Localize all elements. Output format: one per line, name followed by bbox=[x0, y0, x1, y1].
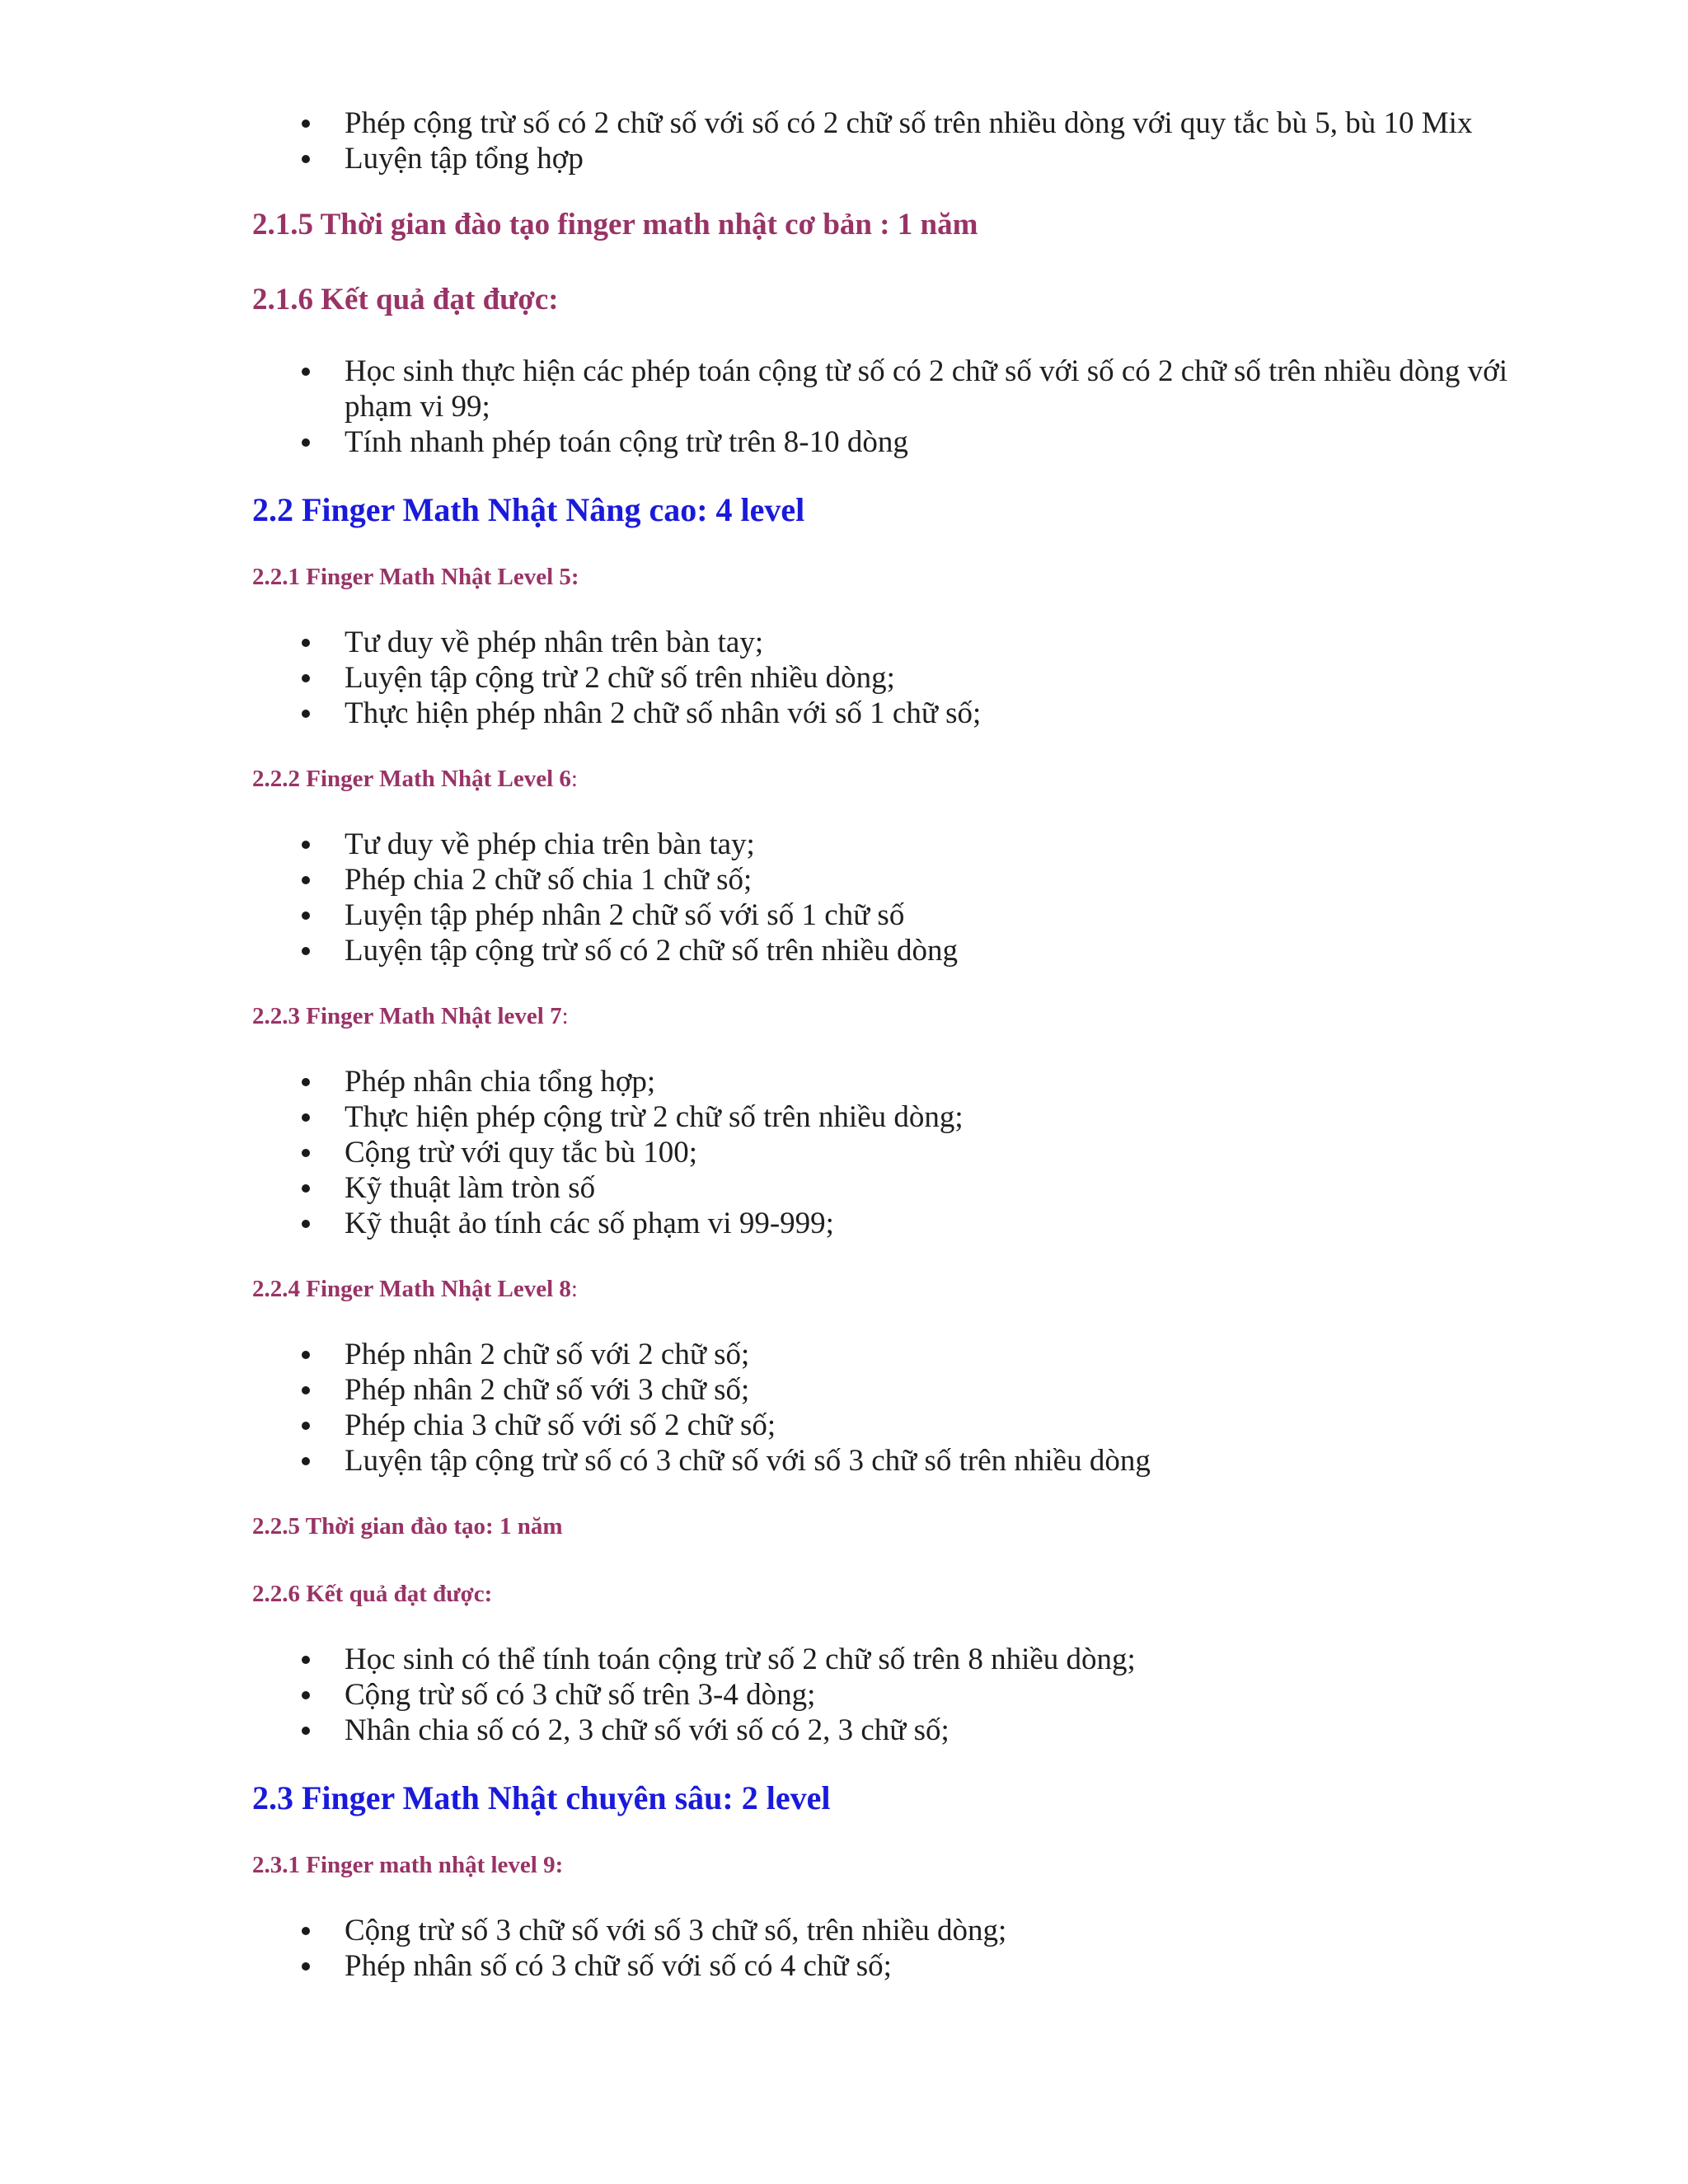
heading-colon: : bbox=[570, 766, 578, 792]
list-item: Luyện tập tổng hợp bbox=[252, 141, 1538, 176]
list-item: Cộng trừ với quy tắc bù 100; bbox=[252, 1135, 1538, 1170]
list-item: Thực hiện phép nhân 2 chữ số nhân với số 1 chữ số; bbox=[252, 696, 1538, 731]
list-item: Phép nhân số có 3 chữ số với số có 4 chữ số; bbox=[252, 1948, 1538, 1984]
heading-2-3: 2.3 Finger Math Nhật chuyên sâu: 2 level bbox=[252, 1779, 831, 1816]
list-item: Tư duy về phép chia trên bàn tay; bbox=[252, 827, 1538, 862]
list-2-3-1 bbox=[252, 1913, 1538, 1984]
list-item: Nhân chia số có 2, 3 chữ số với số có 2, 3 chữ số; bbox=[252, 1713, 1538, 1748]
heading-2-3-1: 2.3.1 Finger math nhật level 9: bbox=[252, 1852, 564, 1878]
heading-2-2-4 bbox=[252, 1274, 1538, 1304]
list-item: Học sinh thực hiện các phép toán cộng từ số có 2 chữ số với số có 2 chữ số trên nhiều dòng với phạm vi 99; bbox=[252, 354, 1538, 424]
heading-2-2-4-text: 2.2.4 Finger Math Nhật Level 8 bbox=[252, 1276, 571, 1302]
list-item: Tính nhanh phép toán cộng trừ trên 8-10 dòng bbox=[252, 424, 1538, 460]
list-item: Cộng trừ số 3 chữ số với số 3 chữ số, trên nhiều dòng; bbox=[252, 1913, 1538, 1948]
list-2-2-1 bbox=[252, 625, 1538, 731]
heading-2-2: 2.2 Finger Math Nhật Nâng cao: 4 level bbox=[252, 491, 805, 528]
list-item: Luyện tập phép nhân 2 chữ số với số 1 chữ số bbox=[252, 898, 1538, 933]
list-item: Luyện tập cộng trừ số có 3 chữ số với số 3 chữ số trên nhiều dòng bbox=[252, 1443, 1538, 1479]
list-top bbox=[252, 105, 1538, 176]
list-item: Thực hiện phép cộng trừ 2 chữ số trên nhiều dòng; bbox=[252, 1099, 1538, 1135]
document-content bbox=[252, 105, 1538, 1984]
heading-2-2-5: 2.2.5 Thời gian đào tạo: 1 năm bbox=[252, 1513, 563, 1540]
heading-colon: : bbox=[570, 1276, 578, 1302]
heading-colon: : bbox=[561, 1003, 569, 1029]
list-item: Phép chia 2 chữ số chia 1 chữ số; bbox=[252, 862, 1538, 898]
list-2-2-3 bbox=[252, 1064, 1538, 1241]
heading-2-2-3 bbox=[252, 1001, 1538, 1031]
heading-2-1-6: 2.1.6 Kết quả đạt được: bbox=[252, 283, 559, 316]
heading-2-1-5: 2.1.5 Thời gian đào tạo finger math nhật cơ bản : 1 năm bbox=[252, 208, 978, 241]
heading-2-2-2-text: 2.2.2 Finger Math Nhật Level 6 bbox=[252, 766, 571, 792]
heading-2-2-1: 2.2.1 Finger Math Nhật Level 5: bbox=[252, 564, 579, 590]
list-item: Cộng trừ số có 3 chữ số trên 3-4 dòng; bbox=[252, 1677, 1538, 1713]
list-item: Phép nhân chia tổng hợp; bbox=[252, 1064, 1538, 1099]
list-item: Kỹ thuật ảo tính các số phạm vi 99-999; bbox=[252, 1206, 1538, 1241]
list-item: Phép nhân 2 chữ số với 3 chữ số; bbox=[252, 1372, 1538, 1408]
list-item: Tư duy về phép nhân trên bàn tay; bbox=[252, 625, 1538, 660]
list-item: Phép cộng trừ số có 2 chữ số với số có 2 chữ số trên nhiều dòng với quy tắc bù 5, bù 10 Mix bbox=[252, 105, 1538, 141]
list-2-2-4 bbox=[252, 1337, 1538, 1479]
list-item: Kỹ thuật làm tròn số bbox=[252, 1170, 1538, 1206]
list-item: Luyện tập cộng trừ số có 2 chữ số trên nhiều dòng bbox=[252, 933, 1538, 968]
list-item: Học sinh có thể tính toán cộng trừ số 2 chữ số trên 8 nhiều dòng; bbox=[252, 1642, 1538, 1677]
list-item: Phép chia 3 chữ số với số 2 chữ số; bbox=[252, 1408, 1538, 1443]
list-2-1-6 bbox=[252, 354, 1538, 460]
list-item: Phép nhân 2 chữ số với 2 chữ số; bbox=[252, 1337, 1538, 1372]
heading-2-2-2 bbox=[252, 764, 1538, 794]
list-item: Luyện tập cộng trừ 2 chữ số trên nhiều dòng; bbox=[252, 660, 1538, 696]
heading-2-2-6: 2.2.6 Kết quả đạt được: bbox=[252, 1581, 493, 1607]
list-2-2-2 bbox=[252, 827, 1538, 968]
heading-2-2-3-text: 2.2.3 Finger Math Nhật level 7 bbox=[252, 1003, 562, 1029]
list-2-2-6 bbox=[252, 1642, 1538, 1748]
